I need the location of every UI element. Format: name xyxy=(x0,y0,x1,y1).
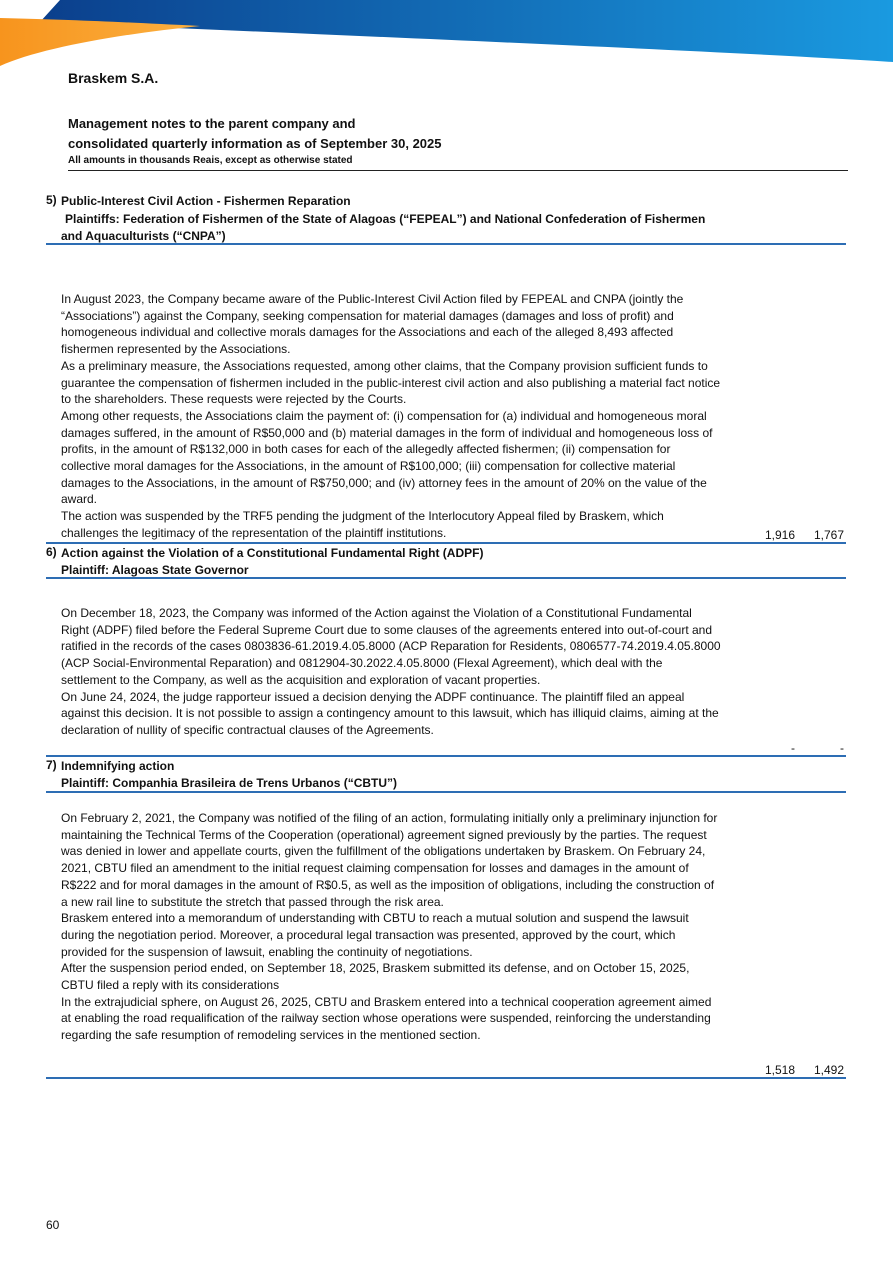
section-divider xyxy=(46,1077,846,1079)
title-line-1: Management notes to the parent company and xyxy=(68,116,356,131)
header-divider xyxy=(68,170,848,171)
section-divider xyxy=(46,542,846,544)
value-prior: 1,767 xyxy=(813,528,844,542)
paragraph: In August 2023, the Company became aware of the Public-Interest Civil Action filed by FEPEAL and CNPA (jointly the “Associations”) against the Company, seeking compensation for material damages (damages and loss of profit) and homogeneous individual and collective morals damages for the Associations and each of the alleged 8,493 affected fishermen represented by the Associations. xyxy=(61,292,684,357)
page-number: 60 xyxy=(46,1218,60,1232)
section-body xyxy=(61,605,721,739)
header-banner xyxy=(0,0,893,70)
title-line-2: consolidated quarterly information as of September 30, 2025 xyxy=(68,136,442,151)
value-current: - xyxy=(791,741,795,755)
paragraph: On June 24, 2024, the judge rapporteur issued a decision denying the ADPF continuance. The plaintiff filed an appeal against this decision. It is not possible to assign a contingency amount to this lawsuit, which has illiquid claims, aiming at the declaration of nullity of specific contractual clauses of the Agreements. xyxy=(61,689,719,737)
section-title: Indemnifying action xyxy=(61,759,175,773)
section-plaintiff: Plaintiff: Companhia Brasileira de Trens Urbanos (“CBTU”) xyxy=(61,776,398,790)
paragraph: In the extrajudicial sphere, on August 26, 2025, CBTU and Braskem entered into a technical cooperation agreement aimed at enabling the road requalification of the railway section whose operations were suspended, reinforcing the understanding regarding the safe resumption of remodeling services in the mentioned section. xyxy=(61,994,712,1043)
paragraph: After the suspension period ended, on September 18, 2025, Braskem submitted its defense, and on October 15, 2025, CBTU filed a reply with its considerations xyxy=(61,961,690,993)
section-number: 5) xyxy=(46,193,57,207)
section-title: Public-Interest Civil Action - Fishermen Reparation xyxy=(61,194,351,208)
section-divider xyxy=(46,791,846,793)
company-name: Braskem S.A. xyxy=(68,70,159,86)
paragraph: As a preliminary measure, the Associations requested, among other claims, that the Company provision sufficient funds to guarantee the compensation of fishermen included in the public-interest civil action and also publishing a material fact notice to the shareholders. These requests were rejected by the Courts. xyxy=(61,358,721,407)
section-body xyxy=(61,810,721,1044)
value-current: 1,518 xyxy=(764,1063,795,1077)
value-current: 1,916 xyxy=(764,528,795,542)
paragraph: The action was suspended by the TRF5 pending the judgment of the Interlocutory Appeal filed by Braskem, which challenges the legitimacy of the representation of the plaintiff institutions. xyxy=(61,509,664,540)
paragraph: On February 2, 2021, the Company was notified of the filing of an action, formulating initially only a preliminary injunction for maintaining the Technical Terms of the Cooperation (operational) agreement signed previously by the parties. The request was denied in lower and appellate courts, given the fulfillment of the obligations undertaken by Braskem. On February 24, 2021, CBTU filed an amendment to the initial request claiming compensation for losses and damages in the amount of R$222 and for moral damages in the amount of R$0.5, as well as the imposition of obligations, including the construction of a new rail line to substitute the stretch that passed through the risk area. xyxy=(61,811,718,909)
document-title xyxy=(68,114,848,168)
section-divider xyxy=(46,577,846,579)
units-subtitle: All amounts in thousands Reais, except as otherwise stated xyxy=(68,155,353,166)
section-divider xyxy=(46,243,846,245)
section-number: 6) xyxy=(46,545,57,559)
value-prior: - xyxy=(840,741,844,755)
section-title: Action against the Violation of a Constitutional Fundamental Right (ADPF) xyxy=(61,546,484,560)
paragraph: Among other requests, the Associations claim the payment of: (i) compensation for (a) individual and homogeneous moral damages suffered, in the amount of R$50,000 and (b) material damages in the form of individual and homogeneous loss of profits, in the amount of R$132,000 in both cases for each of the allegedly affected fishermen; (ii) compensation for collective moral damages for the Associations, in the amount of R$100,000; (iii) compensation for collective material damages to the Associations, in the amount of R$750,000; and (iv) attorney fees in the amount of 20% on the value of the award. xyxy=(61,408,713,507)
section-plaintiff: Plaintiffs: Federation of Fishermen of the State of Alagoas (“FEPEAL”) and National Confederation of Fishermen and Aquaculturists (“CNPA”) xyxy=(61,212,706,243)
section-plaintiff: Plaintiff: Alagoas State Governor xyxy=(61,563,249,577)
value-prior: 1,492 xyxy=(813,1063,844,1077)
paragraph: Braskem entered into a memorandum of understanding with CBTU to reach a mutual solution and suspend the lawsuit during the negotiation period. Moreover, a procedural legal transaction was presented, approved by the court, which provided for the suspension of lawsuit, enabling the continuity of negotiations. xyxy=(61,911,689,959)
section-body xyxy=(61,291,721,542)
section-divider xyxy=(46,755,846,757)
paragraph: On December 18, 2023, the Company was informed of the Action against the Violation of a Constitutional Fundamental Right (ADPF) filed before the Federal Supreme Court due to some clauses of the agreements entered into out-of-court and ratified in the records of the cases 0803836-61.2019.4.05.8000 (ACP Reparation for Residents, 0806577-74.2019.4.05.8000 (ACP Social-Environmental Reparation) and 0812904-30.2022.4.05.8000 (Flexal Agreement), which deal with the settlement to the Company, as well as the acquisition and exploration of vacant properties. xyxy=(61,606,721,687)
section-number: 7) xyxy=(46,758,57,772)
